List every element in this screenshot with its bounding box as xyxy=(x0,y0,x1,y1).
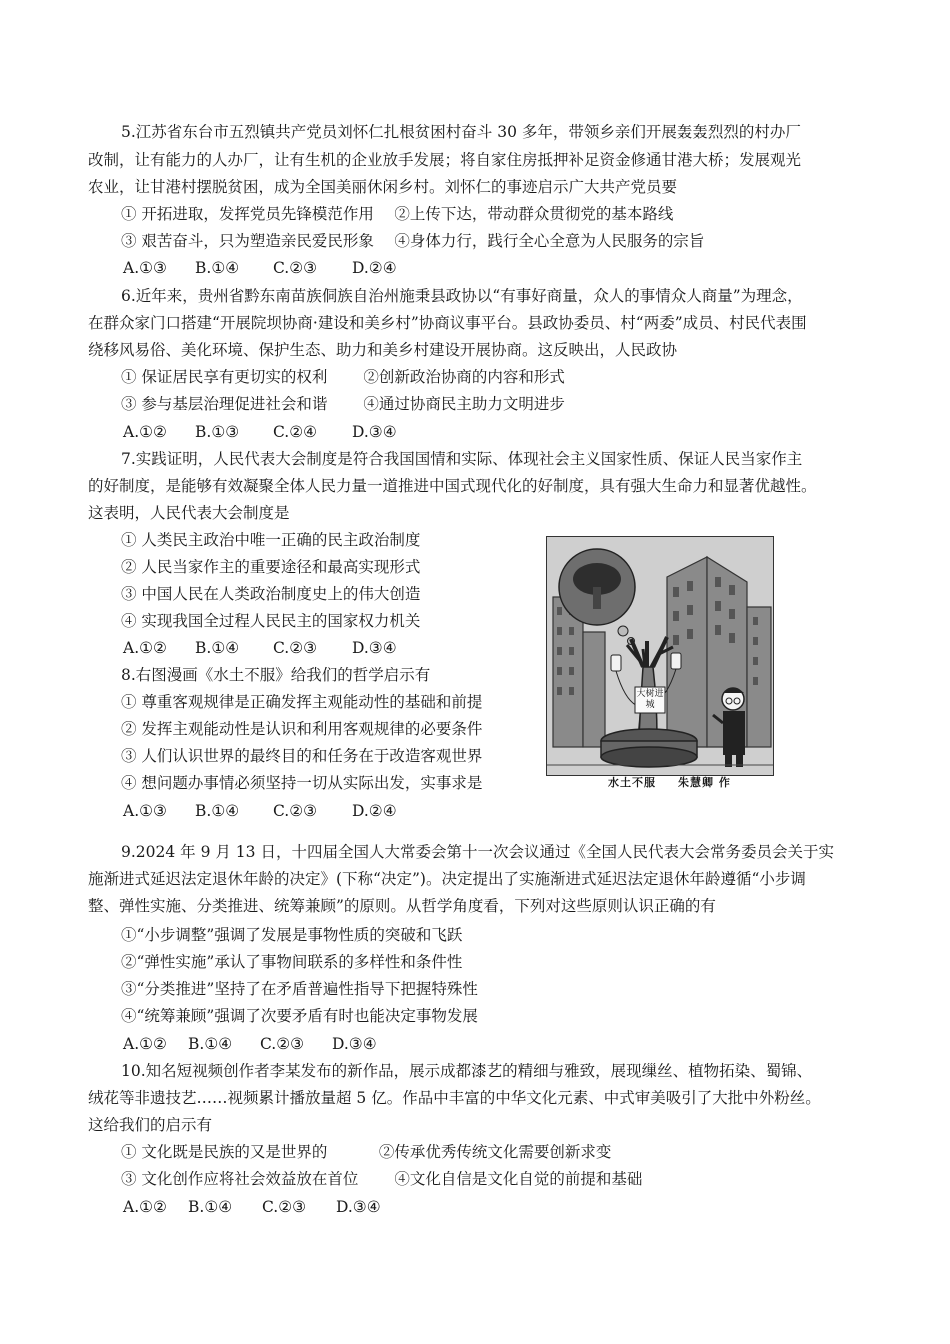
q7-answer-b: B.①④ xyxy=(195,639,240,657)
q10-option-line-2: ③ 文化创作应将社会效益放在首位 ④文化自信是文化自觉的前提和基础 xyxy=(121,1170,643,1188)
q6-stem-line-3: 绕移风易俗、美化环境、保护生态、助力和美乡村建设开展协商。这反映出，人民政协 xyxy=(88,341,678,359)
q8-option-2: ② 发挥主观能动性是认识和利用客观规律的必要条件 xyxy=(121,720,483,738)
q8-stem: 8.右图漫画《水土不服》给我们的哲学启示有 xyxy=(121,666,431,684)
q6-answer-b: B.①③ xyxy=(195,423,240,441)
q6-answer-d: D.③④ xyxy=(352,423,397,441)
q9-stem-line-3: 整、弹性实施、分类推进、统筹兼顾”的原则。从哲学角度看，下列对这些原则认识正确的有 xyxy=(88,897,716,915)
q6-stem-line-2: 在群众家门口搭建“开展院坝协商·建设和美乡村”协商议事平台。县政协委员、村“两委”成员、村民代表围 xyxy=(88,314,807,332)
cartoon-caption xyxy=(608,776,753,790)
q9-answer-d: D.③④ xyxy=(332,1035,377,1053)
q8-answer-b: B.①④ xyxy=(195,802,240,820)
q9-answer-c: C.②③ xyxy=(260,1035,305,1053)
cartoon-drawing xyxy=(547,537,773,775)
q9-option-4: ④“统筹兼顾”强调了次要矛盾有时也能决定事物发展 xyxy=(121,1007,478,1025)
q7-stem-line-3: 这表明，人民代表大会制度是 xyxy=(88,504,290,522)
cartoon-illustration xyxy=(546,536,774,776)
q8-option-4: ④ 想问题办事情必须坚持一切从实际出发，实事求是 xyxy=(121,774,483,792)
q7-stem-line-1: 7.实践证明，人民代表大会制度是符合我国国情和实际、体现社会主义国家性质、保证人民当家作主 xyxy=(121,450,803,468)
q10-answer-a: A.①② xyxy=(123,1198,167,1216)
q9-stem-line-2: 施渐进式延迟法定退休年龄的决定》(下称“决定”)。决定提出了实施渐进式延迟法定退休年龄遵循“小步调 xyxy=(88,870,806,888)
q5-answer-row xyxy=(123,258,397,278)
q7-option-4: ④ 实现我国全过程人民民主的国家权力机关 xyxy=(121,612,421,630)
q8-answer-a: A.①③ xyxy=(123,802,167,820)
q8-option-3: ③ 人们认识世界的最终目的和任务在于改造客观世界 xyxy=(121,747,483,765)
q9-answer-row xyxy=(123,1034,377,1054)
q9-option-2: ②“弹性实施”承认了事物间联系的多样性和条件性 xyxy=(121,953,463,971)
q9-option-3: ③“分类推进”坚持了在矛盾普遍性指导下把握特殊性 xyxy=(121,980,478,998)
q9-option-1: ①“小步调整”强调了发展是事物性质的突破和飞跃 xyxy=(121,926,463,944)
q6-option-line-2: ③ 参与基层治理促进社会和谐 ④通过协商民主助力文明进步 xyxy=(121,395,565,413)
q10-option-line-1: ① 文化既是民族的又是世界的 ②传承优秀传统文化需要创新求变 xyxy=(121,1143,612,1161)
q7-answer-row xyxy=(123,638,397,658)
cartoon-title: 水土不服 xyxy=(608,776,656,789)
q7-option-2: ② 人民当家作主的重要途径和最高实现形式 xyxy=(121,558,421,576)
q6-option-line-1: ① 保证居民享有更切实的权利 ②创新政治协商的内容和形式 xyxy=(121,368,565,386)
q10-stem-line-1: 10.知名短视频创作者李某发布的新作品，展示成都漆艺的精细与雅致，展现缫丝、植物拓染、蜀锦、 xyxy=(121,1062,813,1080)
cartoon-sign-text: 大树进城 xyxy=(636,689,664,710)
q6-answer-c: C.②④ xyxy=(273,423,318,441)
q9-answer-b: B.①④ xyxy=(188,1035,233,1053)
q7-option-3: ③ 中国人民在人类政治制度史上的伟大创造 xyxy=(121,585,421,603)
q8-answer-c: C.②③ xyxy=(273,802,318,820)
q10-stem-line-3: 这给我们的启示有 xyxy=(88,1116,213,1134)
q7-option-1: ① 人类民主政治中唯一正确的民主政治制度 xyxy=(121,531,421,549)
q7-answer-d: D.③④ xyxy=(352,639,397,657)
q5-answer-d: D.②④ xyxy=(352,259,397,277)
cartoon-author: 朱慧卿 作 xyxy=(678,776,731,789)
q6-answer-a: A.①② xyxy=(123,423,167,441)
q10-answer-b: B.①④ xyxy=(188,1198,233,1216)
q6-answer-row xyxy=(123,422,397,442)
q9-answer-a: A.①② xyxy=(123,1035,167,1053)
q10-answer-c: C.②③ xyxy=(262,1198,307,1216)
q5-stem-line-2: 改制，让有能力的人办厂，让有生机的企业放手发展；将自家住房抵押补足资金修通甘港大桥；发展观光 xyxy=(88,151,802,169)
q10-answer-d: D.③④ xyxy=(336,1198,381,1216)
q5-stem-line-1: 5.江苏省东台市五烈镇共产党员刘怀仁扎根贫困村奋斗 30 多年，带领乡亲们开展轰轰烈烈的村办厂 xyxy=(121,123,801,141)
q9-stem-line-1: 9.2024 年 9 月 13 日，十四届全国人大常委会第十一次会议通过《全国人民代表大会常务委员会关于实 xyxy=(121,843,834,861)
q5-answer-b: B.①④ xyxy=(195,259,240,277)
q8-option-1: ① 尊重客观规律是正确发挥主观能动性的基础和前提 xyxy=(121,693,483,711)
q7-answer-a: A.①② xyxy=(123,639,167,657)
q8-answer-d: D.②④ xyxy=(352,802,397,820)
q5-option-line-2: ③ 艰苦奋斗，只为塑造亲民爱民形象 ④身体力行，践行全心全意为人民服务的宗旨 xyxy=(121,232,705,250)
q5-answer-c: C.②③ xyxy=(273,259,318,277)
q7-answer-c: C.②③ xyxy=(273,639,318,657)
q5-option-line-1: ① 开拓进取，发挥党员先锋模范作用 ②上传下达，带动群众贯彻党的基本路线 xyxy=(121,205,674,223)
q7-stem-line-2: 的好制度，是能够有效凝聚全体人民力量一道推进中国式现代化的好制度，具有强大生命力和显著优越性。 xyxy=(88,477,817,495)
q10-answer-row xyxy=(123,1197,381,1217)
q5-stem-line-3: 农业，让甘港村摆脱贫困，成为全国美丽休闲乡村。刘怀仁的事迹启示广大共产党员要 xyxy=(88,178,678,196)
q10-stem-line-2: 绒花等非遗技艺……视频累计播放量超 5 亿。作品中丰富的中华文化元素、中式审美吸引了大批中外粉丝。 xyxy=(88,1089,821,1107)
q6-stem-line-1: 6.近年来，贵州省黔东南苗族侗族自治州施秉县政协以“有事好商量，众人的事情众人商量”为理念， xyxy=(121,287,803,305)
q8-answer-row xyxy=(123,801,397,821)
q5-answer-a: A.①③ xyxy=(123,259,167,277)
